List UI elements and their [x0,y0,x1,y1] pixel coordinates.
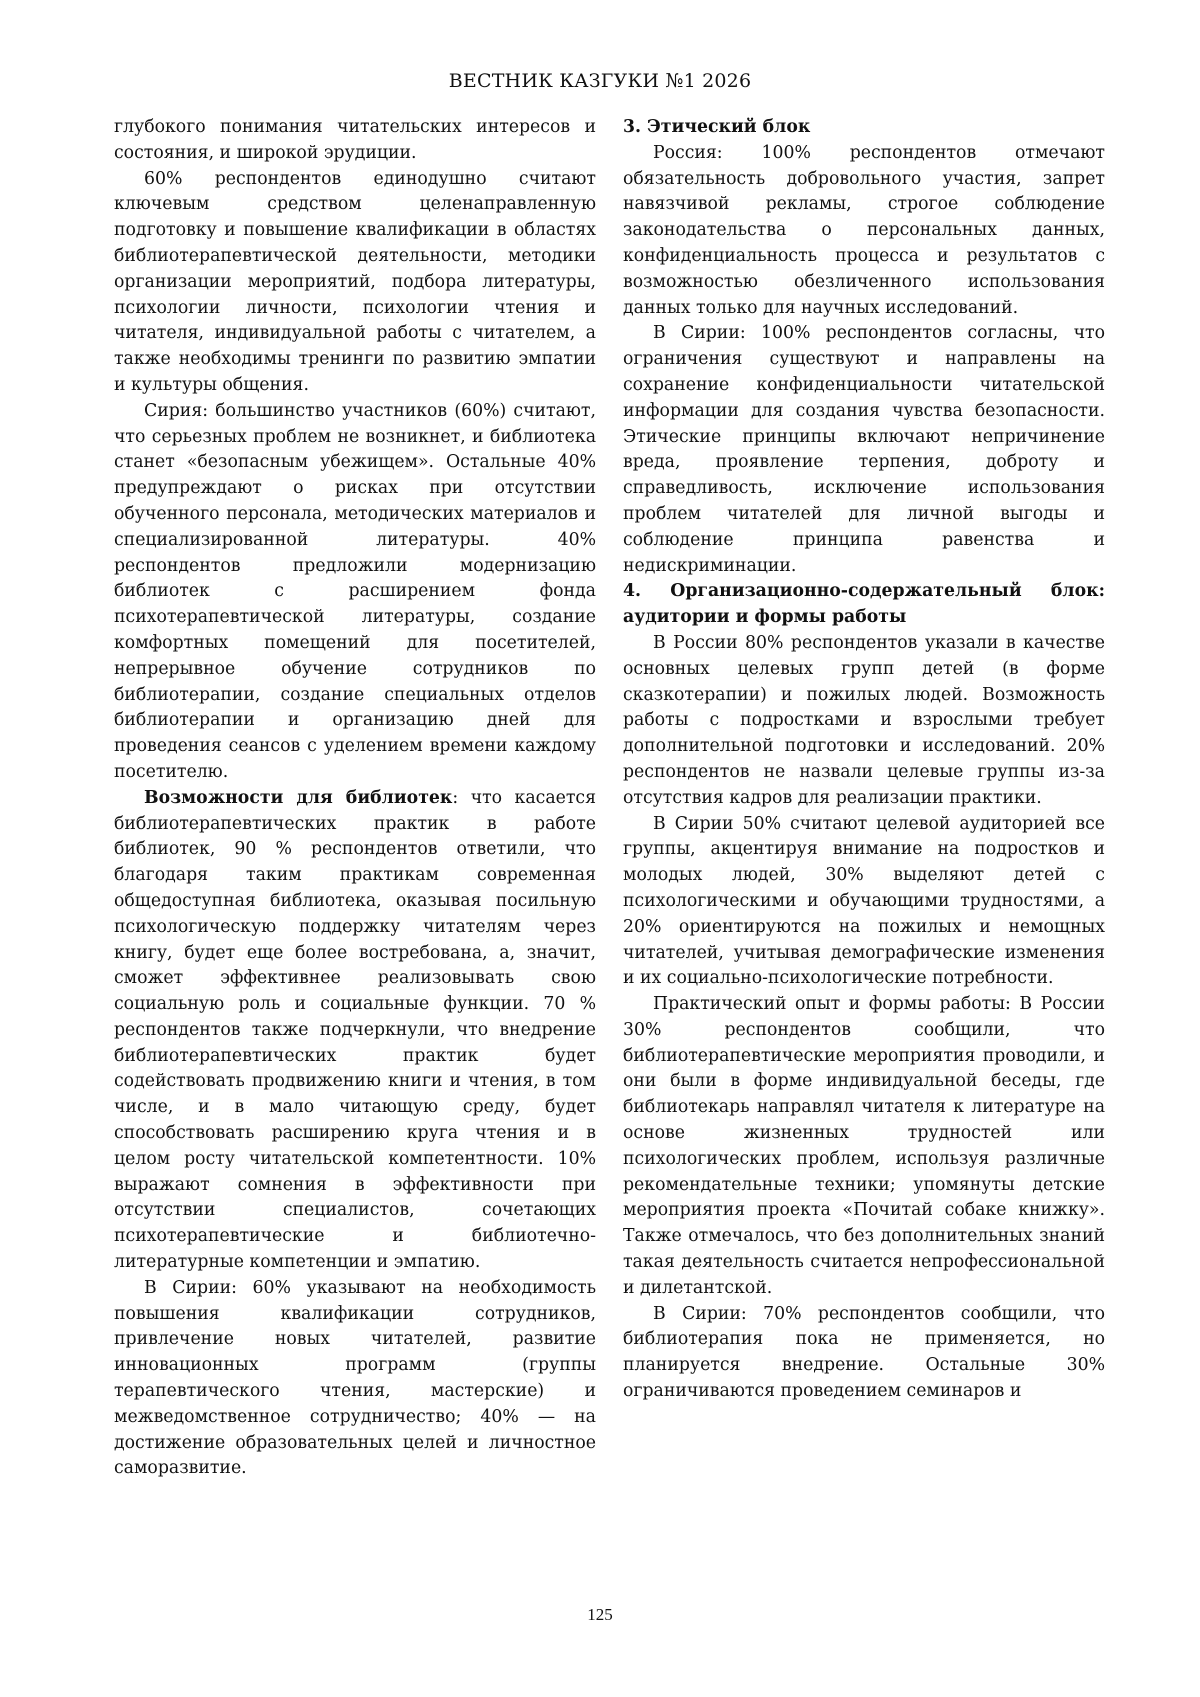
left-paragraph-1: глубокого понимания читательских интересов и состояния, и широкой эрудиции. [114,117,596,163]
section-3-title: 3. Этический блок [623,117,811,137]
section-4-title: 4. Организационно-содержательный блок: аудитории и формы работы [623,581,1105,628]
journal-header: ВЕСТНИК КАЗГУКИ №1 2026 [448,70,752,92]
right-paragraph-6: В Сирии: 70% респондентов сообщили, что библиотерапия пока не применяется, но планируется внедрение. Остальные 30% ограничиваются проведением семинаров и [623,1303,1105,1402]
right-paragraph-1: Россия: 100% респондентов отмечают обязательность добровольного участия, запрет навязчивой рекламы, строгое соблюдение законодательства о персональных данных, конфиденциальность процесса и результатов с возможностью обезличенного использования данных только для научных исследований. [623,142,1105,318]
right-paragraph-3: В России 80% респондентов указали в качестве основных целевых групп детей (в форме сказкотерапии) и пожилых людей. Возможность работы с подростками и взрослыми требует дополнительной подготовки и исследований. 20% респондентов не назвали целевые группы из-за отсутствия кадров для реализации практики. [623,632,1105,808]
left-column [114,115,596,1482]
right-paragraph-5: Практический опыт и формы работы: В России 30% респондентов сообщили, что библиотерапевтические мероприятия проводили, и они были в форме индивидуальной беседы, где библиотекарь направлял читателя к литературе на основе жизненных трудностей или психологических проблем, используя различные рекомендательные техники; упомянуты детские мероприятия проекта «Почитай собаке книжку». Также отмечалось, что без дополнительных знаний такая деятельность считается непрофессиональной и дилетантской. [623,994,1105,1298]
right-paragraph-4: В Сирии 50% считают целевой аудиторией все группы, акцентируя внимание на подростков и молодых людей, 30% выделяют детей с психологическими и обучающими трудностями, а 20% ориентируются на пожилых и немощных читателей, учитывая демографические изменения и их социально-психологические потребности. [623,813,1105,989]
opportunities-text: : что касается библиотерапевтических практик в работе библиотек, 90 % респондентов ответили, что благодаря таким практикам современная общедоступная библиотека, оказывая посильную психологическую поддержку читателям через книгу, будет еще более востребована, а, значит, сможет эффективнее реализовывать свою социальную роль и социальные функции. 70 % респондентов также подчеркнули, что внедрение библиотерапевтических практик будет содействовать продвижению книги и чтения, в том числе, и в мало читающую среду, будет способствовать расширению круга чтения и в целом росту читательской компетентности. 10% выражают сомнения в эффективности при отсутствии специалистов, сочетающих психотерапевтические и библиотечно-литературные компетенции и эмпатию. [114,787,596,1273]
left-paragraph-5: В Сирии: 60% указывают на необходимость повышения квалификации сотрудников, привлечение новых читателей, развитие инновационных программ (группы терапевтического чтения, мастерские) и межведомственное сотрудничество; 40% — на достижение образовательных целей и личностное саморазвитие. [114,1277,596,1479]
left-paragraph-4 [114,786,596,1276]
right-paragraph-2: В Сирии: 100% респондентов согласны, что ограничения существуют и направлены на сохранение конфиденциальности читательской информации для создания чувства безопасности. Этические принципы включают непричинение вреда, проявление терпения, доброту и справедливость, исключение использования проблем читателей для личной выгоды и соблюдение принципа равенства и недискриминации. [623,323,1105,576]
page-number: 125 [587,1605,613,1624]
left-paragraph-3: Сирия: большинство участников (60%) считают, что серьезных проблем не возникнет, и библиотека станет «безопасным убежищем». Остальные 40% предупреждают о рисках при отсутствии обученного персонала, методических материалов и специализированной литературы. 40% респондентов предложили модернизацию библиотек с расширением фонда психотерапевтической литературы, создание комфортных помещений для посетителей, непрерывное обучение сотрудников по библиотерапии, создание специальных отделов библиотерапии и организацию дней для проведения сеансов с уделением времени каждому посетителю. [114,400,596,782]
left-paragraph-2: 60% респондентов единодушно считают ключевым средством целенаправленную подготовку и повышение квалификации в областях библиотерапевтической деятельности, методики организации мероприятий, подбора литературы, психологии личности, психологии чтения и читателя, индивидуальной работы с читателем, а также необходимы тренинги по развитию эмпатии и культуры общения. [114,168,596,395]
opportunities-heading: Возможности для библиотек [144,787,453,808]
right-column [623,115,1105,1405]
